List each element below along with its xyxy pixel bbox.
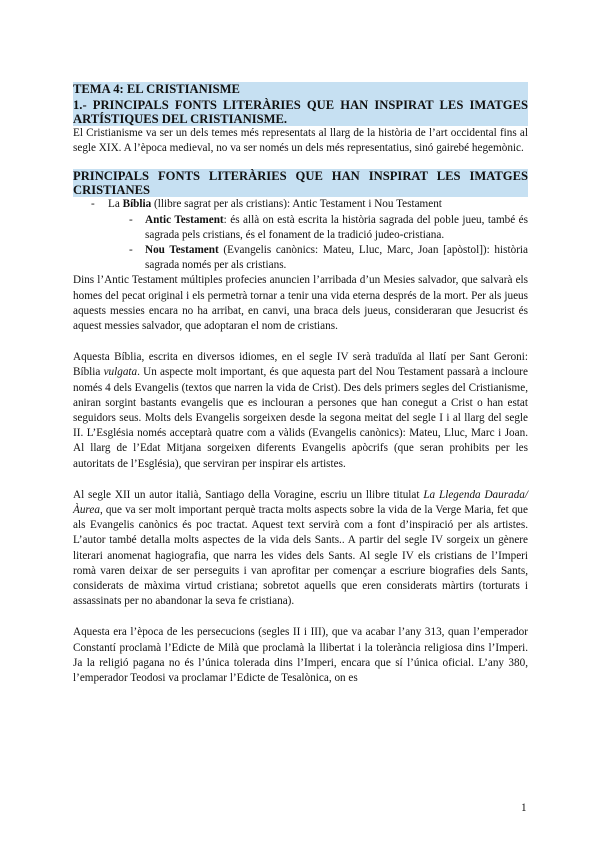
paragraph-gap	[73, 609, 528, 625]
new-testament-term: Nou Testament	[145, 244, 219, 257]
bible-prefix: La	[108, 198, 123, 211]
bible-para-text-b: . Un aspecte molt important, és que aquesta part del Nou Testament passarà a incloure només 4 dels Evangelis (textos que narren la vida de Crist). Des dels primers segles del Cristianisme, aniran sorgint bastants evangelis que es inclouran a persones que han conegut a Crist o han estat seguidors seus. Molts dels Evangelis sorgeixen desde la segona meitat del segle I i al llarg del segle II. L’Església només acceptarà quatre com a vàlids (Evangelis canònics): Mateu, Lluc, Marc i Joan. Al llarg de l’Edat Mitjana sorgeixen diferents Evangelis apòcrifs (que seran prohibits per les autoritats de l’Església), que serviran per inspirar els artistes.	[73, 366, 528, 470]
legend-book-title: La Llegenda Daurada/Àurea	[73, 488, 528, 517]
section-heading-1: 1.- PRINCIPALS FONTS LITERÀRIES QUE HAN INSPIRAT LES IMATGES ARTÍSTIQUES DEL CRISTIANISME.	[73, 98, 528, 126]
page-content	[73, 82, 528, 686]
golden-legend-paragraph	[73, 488, 528, 610]
section-heading-2: PRINCIPALS FONTS LITERÀRIES QUE HAN INSPIRAT LES IMATGES CRISTIANES	[73, 169, 528, 198]
persecution-paragraph: Aquesta era l’època de les persecucions (segles II i III), que va acabar l’any 313, quan l’emperador Constantí proclamà l’Edicte de Milà que proclamà la llibertat i la tolerància religiosa dins l’Imperi. Ja la religió pagana no és l’única tolerada dins l’Imperi, encara que sí l’única oficial. L’any 380, l’emperador Teodosi va proclamar l’Edicte de Tesalònica, on es	[73, 626, 528, 685]
list-item-bible	[73, 197, 528, 212]
bible-para-text-a: Aquesta Bíblia, escrita en diversos idiomes, en el segle IV serà traduïda al llatí per Sant Geroni: Bíblia	[73, 351, 528, 379]
legend-para-text-b: , que va ser molt important perquè tracta molts aspects sobre la vida de la Verge Maria, fet que als Evangelis canònics és poc tractat. Aquest text servirà com a font d’inspiració per als artistes. L’autor també detalla molts aspectes de la vida dels Sants.. A partir del segle IV sorgeix un gènere literari anomenat hagiografia, que narra les vides dels Sants. Al segle IV els cristians de l’Imperi romà varen deixar de ser perseguits i van aprofitar per començar a escriure biografies dels Sants, considerats de màxima virtud cristiana; sobretot aquells que eren considerats màrtirs (torturats i assassinats per no abandonar la seva fe cristiana).	[73, 504, 528, 608]
list-item-old-testament	[73, 213, 528, 243]
highlighted-heading-2-block	[73, 169, 528, 197]
list-dash: -	[91, 198, 95, 211]
legend-para-text-a: Al segle XII un autor italià, Santiago della Voragine, escriu un llibre titulat	[73, 488, 424, 501]
prophecies-paragraph: Dins l’Antic Testament múltiples profecies anuncien l’arribada d’un Mesies salvador, que salvarà els homes del pecat original i els permetrà tornar a tenir una vida eterna després de la mort. Per als jueus aquests messies encara no ha arribat, en canvi, una braca dels jueus, consideraran que Jesucrist és aquest messies salvador, que adoptaran el nom de cristians.	[73, 274, 528, 333]
bible-term: Bíblia	[122, 198, 152, 211]
page-number: 1	[521, 802, 527, 814]
bible-translation-paragraph	[73, 350, 528, 472]
new-testament-description: (Evangelis canònics: Mateu, Lluc, Marc, Joan [apòstol]): història sagrada només per als cristians.	[145, 244, 528, 272]
vulgata-term: vulgata	[103, 366, 138, 379]
old-testament-description: : és allà on està escrita la història sagrada del poble jueu, també és sagrada pels cristians, és el fonament de la tradició judeo-cristiana.	[145, 213, 528, 241]
sources-list	[73, 197, 528, 212]
list-dash: -	[129, 244, 133, 257]
list-item-new-testament	[73, 243, 528, 273]
bible-description: (llibre sagrat per als cristians): Antic Testament i Nou Testament	[151, 198, 442, 211]
paragraph-gap	[73, 334, 528, 350]
highlighted-headings-block	[73, 82, 528, 126]
paragraph-gap	[73, 472, 528, 488]
old-testament-term: Antic Testament	[145, 213, 224, 226]
intro-paragraph: El Cristianisme va ser un dels temes més representats al llarg de la història de l’art occidental fins al segle XIX. A l’època medieval, no va ser només un dels més representatius, sinó gairebé hegemònic.	[73, 127, 528, 155]
list-dash: -	[129, 213, 133, 226]
testaments-list	[73, 213, 528, 274]
document-title: TEMA 4: EL CRISTIANISME	[73, 82, 240, 96]
